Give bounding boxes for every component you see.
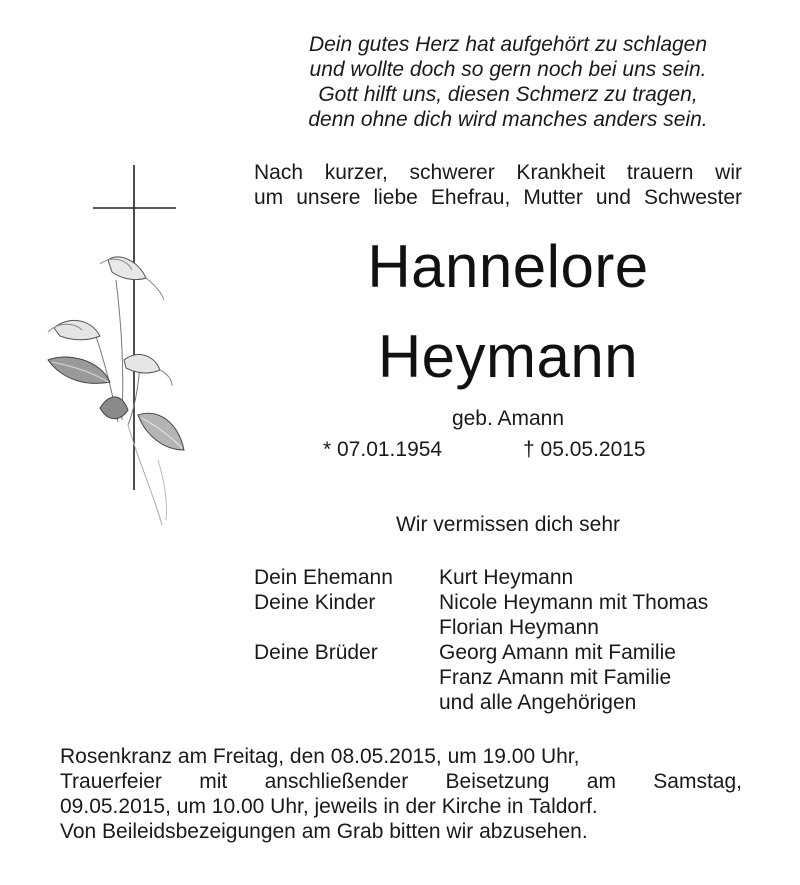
mourner-name: Georg Amann mit Familie	[439, 641, 676, 664]
deceased-last-name: Heymann	[377, 323, 639, 390]
birth-name: geb. Amann	[451, 407, 565, 430]
mourner-role: Deine Kinder	[254, 591, 376, 614]
intro-line: um unsere liebe Ehefrau, Mutter und Schwester	[254, 186, 742, 209]
poem-line: Gott hilft uns, diesen Schmerz zu tragen,	[318, 83, 698, 106]
mourner-name: Florian Heymann	[439, 616, 599, 639]
mourner-role: Dein Ehemann	[254, 566, 393, 589]
mourners-list	[254, 565, 754, 715]
intro-text	[254, 160, 742, 210]
mourner-name: Franz Amann mit Familie	[439, 666, 672, 689]
miss-line: Wir vermissen dich sehr	[395, 513, 621, 536]
poem-line: und wollte doch so gern noch bei uns sein.	[309, 58, 707, 81]
service-line: Rosenkranz am Freitag, den 08.05.2015, um 19.00 Uhr,	[60, 745, 580, 768]
birth-date: * 07.01.1954	[323, 438, 443, 461]
poem-line: Dein gutes Herz hat aufgehört zu schlagen	[308, 33, 708, 56]
mourner-group	[254, 640, 754, 715]
mourner-group	[254, 565, 754, 590]
mourner-group	[254, 590, 754, 640]
mourner-name: Nicole Heymann mit Thomas	[439, 591, 709, 614]
poem-line: denn ohne dich wird manches anders sein.	[308, 108, 708, 131]
deceased-first-name: Hannelore	[367, 233, 649, 300]
service-line: Von Beileidsbezeigungen am Grab bitten wir abzusehen.	[60, 820, 588, 843]
poem	[270, 32, 746, 132]
mourner-name: Kurt Heymann	[439, 566, 574, 589]
intro-line: Nach kurzer, schwerer Krankheit trauern wir	[254, 161, 742, 184]
mourner-role: Deine Brüder	[254, 641, 378, 664]
cross-with-lilies-icon	[38, 160, 198, 540]
death-date: † 05.05.2015	[523, 438, 646, 461]
calla-lily-icon	[48, 257, 184, 525]
service-line: Trauerfeier mit anschließender Beisetzung am Samstag,	[60, 770, 742, 793]
mourner-name: und alle Angehörigen	[439, 691, 637, 714]
service-line: 09.05.2015, um 10.00 Uhr, jeweils in der Kirche in Taldorf.	[60, 795, 598, 818]
service-details	[60, 744, 742, 844]
